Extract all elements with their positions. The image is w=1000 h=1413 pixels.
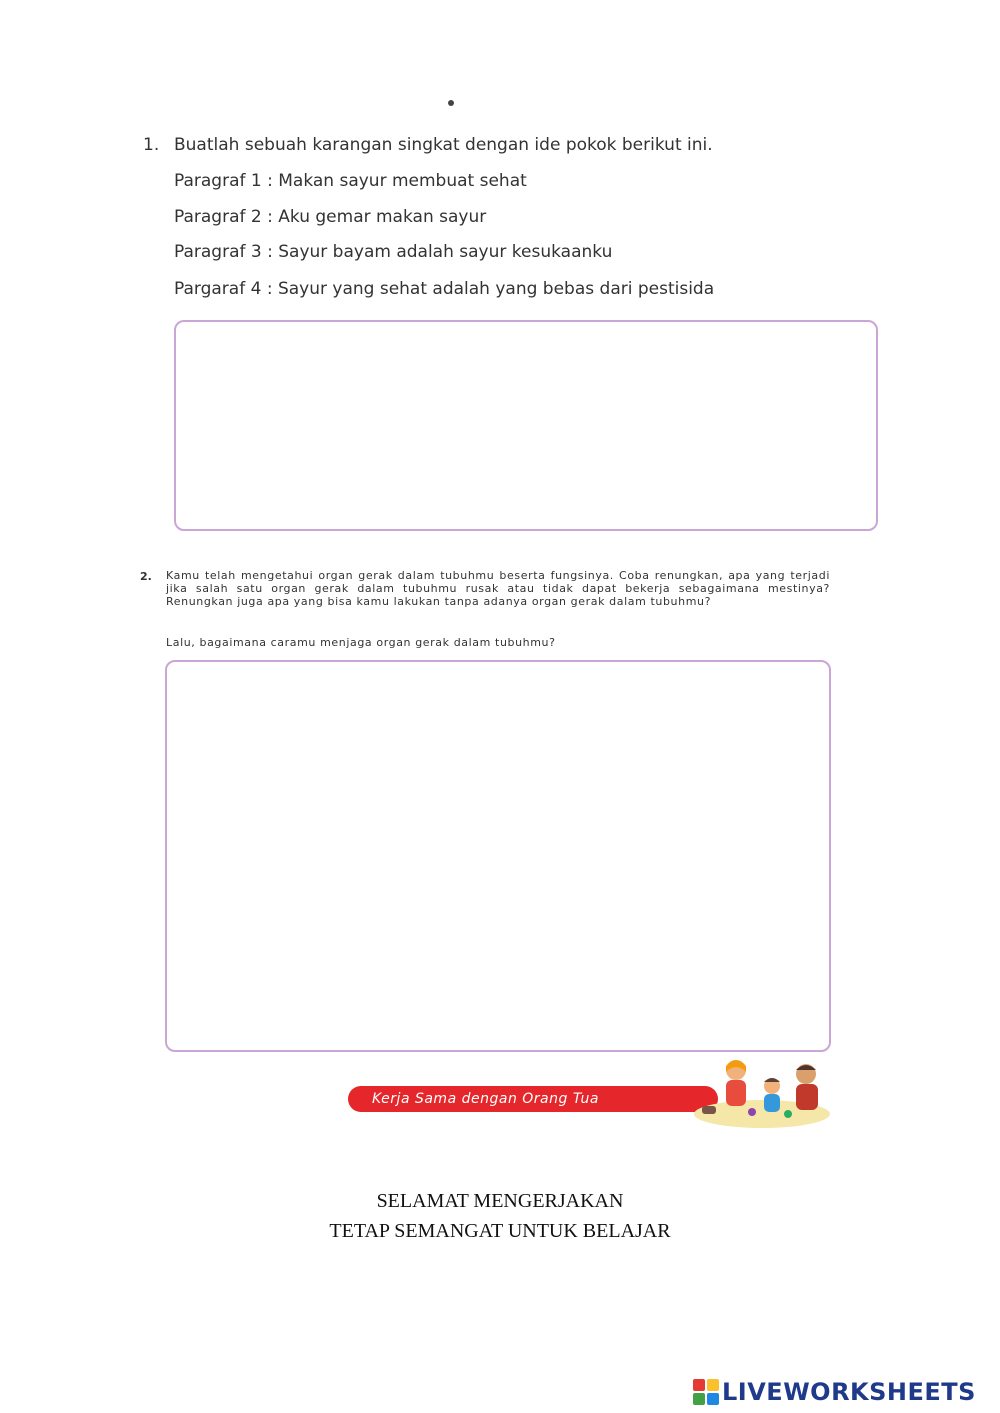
question-2-number: 2. [140,570,152,583]
logo-text: LIVEWORKSHEETS [722,1378,976,1406]
answer-box-1[interactable] [174,320,878,531]
decorative-dot [448,100,454,106]
paragraph-2-idea: Paragraf 2 : Aku gemar makan sayur [174,207,487,227]
family-illustration-icon [692,1052,832,1130]
logo-mark-icon [693,1379,719,1405]
closing-line-1: SELAMAT MENGERJAKAN [376,1190,624,1212]
question-2-last-line: Lalu, bagaimana caramu menjaga organ gerak dalam tubuhmu? [166,636,556,649]
paragraph-1-idea: Paragraf 1 : Makan sayur membuat sehat [174,171,527,191]
liveworksheets-logo [693,1378,976,1406]
question-1-text: Buatlah sebuah karangan singkat dengan ide pokok berikut ini. [174,135,713,155]
paragraph-4-idea: Pargaraf 4 : Sayur yang sehat adalah yang bebas dari pestisida [174,279,715,299]
cooperation-banner: Kerja Sama dengan Orang Tua [348,1086,718,1112]
question-2-text: Kamu telah mengetahui organ gerak dalam tubuhmu beserta fungsinya. Coba renungkan, apa yang terjadi jika salah satu organ gerak dalam tubuhmu rusak atau tidak dapat bekerja sebagaimana mestinya? Renungkan juga apa yang bisa kamu lakukan tanpa adanya organ gerak dalam tubuhmu? [166,569,830,608]
question-1-number: 1. [143,135,160,155]
paragraph-3-idea: Paragraf 3 : Sayur bayam adalah sayur kesukaanku [174,242,613,262]
closing-line-2: TETAP SEMANGAT UNTUK BELAJAR [329,1220,671,1242]
answer-box-2[interactable] [165,660,831,1052]
